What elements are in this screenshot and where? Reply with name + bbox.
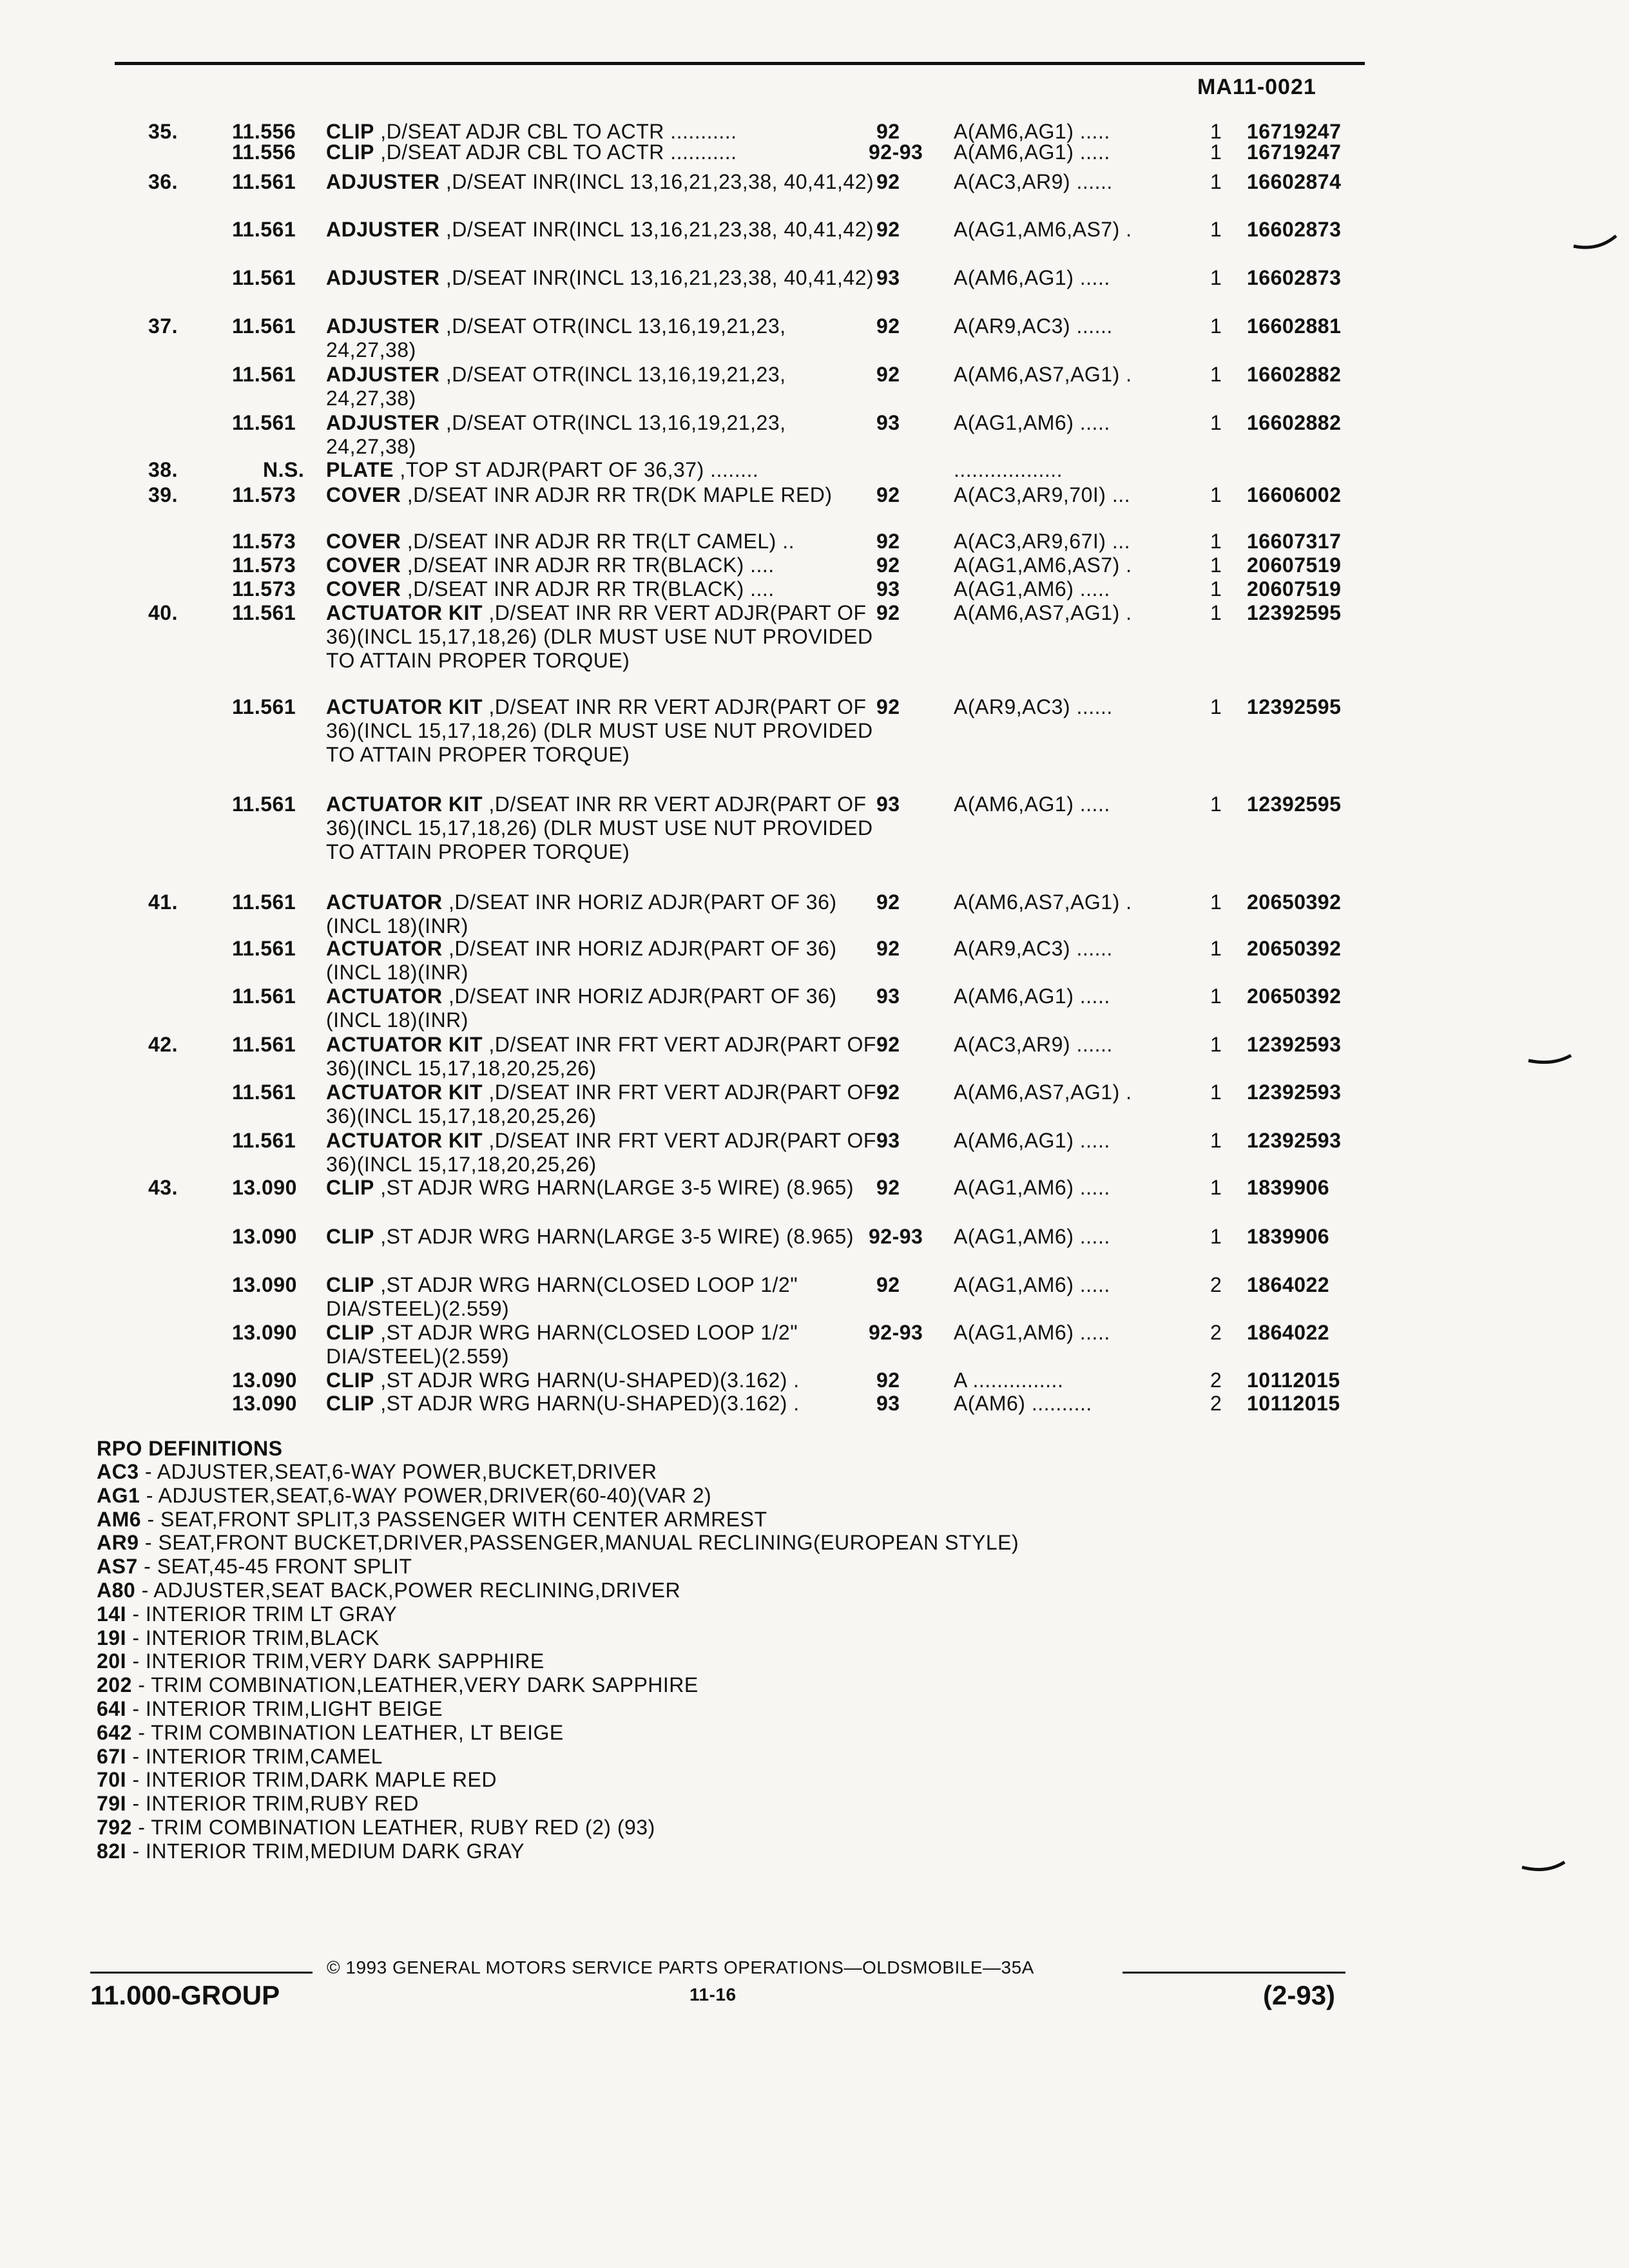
ref-number: 42. — [148, 1033, 178, 1056]
part-description — [326, 695, 880, 767]
rpo-codes: A(AG1,AM6) ..... — [954, 1273, 1110, 1296]
group-number: N.S. — [263, 458, 305, 481]
part-name: COVER — [326, 577, 401, 601]
rpo-codes: A(AM6,AS7,AG1) . — [954, 601, 1132, 624]
rpo-description: - INTERIOR TRIM,VERY DARK SAPPHIRE — [126, 1649, 545, 1673]
quantity: 1 — [1210, 1033, 1222, 1056]
part-description — [326, 890, 880, 938]
rpo-code: 82I — [97, 1839, 126, 1863]
part-name: CLIP — [326, 1176, 374, 1199]
quantity: 1 — [1210, 170, 1222, 193]
group-number: 11.561 — [232, 601, 296, 624]
part-detail: ,ST ADJR WRG HARN(LARGE 3-5 WIRE) (8.965) — [380, 1176, 854, 1199]
part-detail: ,ST ADJR WRG HARN(CLOSED LOOP 1/2" DIA/STEEL)(2.559) — [326, 1273, 798, 1320]
rpo-code: 14I — [97, 1602, 126, 1626]
quantity: 1 — [1210, 120, 1222, 143]
rpo-codes: A(AG1,AM6) ..... — [954, 1176, 1110, 1199]
rpo-definition-item — [97, 1628, 380, 1648]
rpo-definition-item — [97, 1509, 767, 1530]
part-name: CLIP — [326, 1273, 374, 1296]
part-number: 16602881 — [1247, 314, 1342, 338]
part-detail: ,D/SEAT INR(INCL 13,16,21,23,38, 40,41,42) — [445, 218, 874, 241]
group-number: 11.561 — [232, 1081, 296, 1104]
ref-number: 41. — [148, 890, 178, 914]
rpo-codes: A(AC3,AR9,70I) ... — [954, 483, 1130, 506]
part-description — [326, 1225, 880, 1249]
group-number: 11.561 — [232, 890, 296, 914]
rpo-codes: A(AG1,AM6,AS7) . — [954, 218, 1132, 241]
model-year: 92 — [876, 937, 900, 960]
part-detail: ,D/SEAT INR FRT VERT ADJR(PART OF 36)(INCL 15,17,18,20,25,26) — [326, 1129, 876, 1176]
rpo-description: - ADJUSTER,SEAT,6-WAY POWER,BUCKET,DRIVER — [139, 1460, 657, 1483]
part-detail: ,D/SEAT OTR(INCL 13,16,19,21,23, 24,27,38) — [326, 411, 786, 458]
part-description — [326, 1176, 880, 1200]
ref-number: 43. — [148, 1176, 178, 1199]
ref-number: 35. — [148, 120, 178, 143]
rpo-codes: A(AG1,AM6,AS7) . — [954, 553, 1132, 577]
part-number: 16602882 — [1247, 363, 1342, 386]
binder-mark — [1527, 1049, 1572, 1068]
rpo-codes: A(AM6,AS7,AG1) . — [954, 1081, 1132, 1104]
rpo-codes: A(AG1,AM6) ..... — [954, 577, 1110, 601]
part-detail: ,D/SEAT INR FRT VERT ADJR(PART OF 36)(INCL 15,17,18,20,25,26) — [326, 1033, 876, 1080]
part-name: CLIP — [326, 1225, 374, 1248]
quantity: 2 — [1210, 1392, 1222, 1415]
quantity: 1 — [1210, 985, 1222, 1008]
rpo-codes: A(AM6,AG1) ..... — [954, 793, 1110, 816]
rpo-code: AG1 — [97, 1483, 140, 1507]
rpo-codes: .................. — [954, 458, 1063, 481]
part-name: COVER — [326, 530, 401, 553]
group-number: 11.561 — [232, 793, 296, 816]
part-number: 16602874 — [1247, 170, 1342, 193]
model-year: 92-93 — [869, 1225, 923, 1248]
part-number: 1864022 — [1247, 1273, 1330, 1296]
rpo-description: - TRIM COMBINATION LEATHER, RUBY RED (2) (93) — [131, 1816, 655, 1839]
quantity: 1 — [1210, 530, 1222, 553]
rpo-definition-item — [97, 1793, 419, 1814]
part-description — [326, 363, 880, 410]
part-name: ACTUATOR KIT — [326, 1081, 483, 1104]
part-number: 20650392 — [1247, 937, 1342, 960]
model-year: 92 — [876, 120, 900, 143]
part-number: 10112015 — [1247, 1369, 1340, 1392]
part-name: ACTUATOR KIT — [326, 601, 483, 624]
part-detail: ,D/SEAT INR ADJR RR TR(BLACK) .... — [407, 553, 775, 577]
part-description — [326, 1321, 880, 1369]
rpo-codes: A(AM6,AG1) ..... — [954, 120, 1110, 143]
part-detail: ,D/SEAT INR HORIZ ADJR(PART OF 36)(INCL 18)(INR) — [326, 890, 837, 937]
part-description — [326, 985, 880, 1032]
rpo-code: AS7 — [97, 1555, 138, 1579]
part-number: 1839906 — [1247, 1176, 1330, 1199]
part-description — [326, 601, 880, 673]
model-year: 92 — [876, 170, 900, 193]
part-number: 10112015 — [1247, 1392, 1340, 1415]
quantity: 2 — [1210, 1273, 1222, 1296]
rpo-definition-item — [97, 1532, 1019, 1553]
group-number: 11.556 — [232, 120, 296, 143]
part-name: ACTUATOR KIT — [326, 695, 483, 718]
part-detail: ,D/SEAT OTR(INCL 13,16,19,21,23, 24,27,38) — [326, 363, 786, 410]
quantity: 1 — [1210, 937, 1222, 960]
model-year: 92 — [876, 553, 900, 577]
part-description — [326, 530, 880, 553]
part-number: 16607317 — [1247, 530, 1342, 553]
model-year: 92-93 — [869, 140, 923, 164]
part-description — [326, 411, 880, 459]
rpo-definition-item — [97, 1580, 680, 1600]
rpo-definition-item — [97, 1817, 655, 1838]
quantity: 1 — [1210, 1129, 1222, 1152]
rpo-codes: A(AM6,AG1) ..... — [954, 985, 1110, 1008]
part-number: 16719247 — [1247, 120, 1342, 143]
ref-number: 37. — [148, 314, 178, 338]
rpo-description: - INTERIOR TRIM,DARK MAPLE RED — [126, 1768, 497, 1792]
quantity: 1 — [1210, 266, 1222, 289]
part-detail: ,D/SEAT INR RR VERT ADJR(PART OF 36)(INCL 15,17,18,26) (DLR MUST USE NUT PROVIDED TO ATTAIN PROPER TORQUE) — [326, 793, 873, 863]
part-number: 12392595 — [1247, 695, 1342, 718]
part-number: 20607519 — [1247, 553, 1342, 577]
model-year: 92 — [876, 1176, 900, 1199]
part-detail: ,ST ADJR WRG HARN(U-SHAPED)(3.162) . — [380, 1369, 800, 1392]
rpo-code: 20I — [97, 1649, 126, 1673]
part-name: ACTUATOR KIT — [326, 1033, 483, 1056]
part-description — [326, 1129, 880, 1177]
group-number: 13.090 — [232, 1369, 297, 1392]
quantity: 1 — [1210, 1176, 1222, 1199]
rpo-code: AR9 — [97, 1531, 139, 1555]
part-name: ADJUSTER — [326, 314, 440, 338]
group-number: 11.561 — [232, 363, 296, 386]
rpo-description: - INTERIOR TRIM,BLACK — [126, 1626, 380, 1649]
part-name: PLATE — [326, 458, 394, 481]
rpo-codes: A(AM6,AG1) ..... — [954, 266, 1110, 289]
rpo-codes: A(AM6,AG1) ..... — [954, 1129, 1110, 1152]
part-name: CLIP — [326, 140, 374, 164]
binder-mark — [1572, 232, 1617, 251]
part-description — [326, 140, 880, 164]
rpo-code: 79I — [97, 1792, 126, 1816]
rpo-codes: A(AM6,AS7,AG1) . — [954, 363, 1132, 386]
model-year: 93 — [876, 985, 900, 1008]
quantity: 1 — [1210, 553, 1222, 577]
part-description — [326, 218, 880, 242]
model-year: 93 — [876, 266, 900, 289]
model-year: 92 — [876, 1273, 900, 1296]
model-year: 92 — [876, 1033, 900, 1056]
group-number: 11.573 — [232, 577, 296, 601]
model-year: 92 — [876, 695, 900, 718]
rpo-codes: A(AC3,AR9) ...... — [954, 170, 1113, 193]
part-detail: ,ST ADJR WRG HARN(U-SHAPED)(3.162) . — [380, 1392, 800, 1415]
part-description — [326, 1081, 880, 1128]
footer-copyright: © 1993 GENERAL MOTORS SERVICE PARTS OPERATIONS—OLDSMOBILE—35A — [327, 1957, 1034, 1977]
model-year: 92 — [876, 1369, 900, 1392]
rpo-description: - ADJUSTER,SEAT,6-WAY POWER,DRIVER(60-40)(VAR 2) — [140, 1483, 712, 1507]
part-detail: ,ST ADJR WRG HARN(CLOSED LOOP 1/2" DIA/STEEL)(2.559) — [326, 1321, 798, 1368]
part-number: 16602882 — [1247, 411, 1342, 434]
ref-number: 39. — [148, 483, 178, 506]
rpo-codes: A(AR9,AC3) ...... — [954, 695, 1113, 718]
model-year: 92-93 — [869, 1321, 923, 1344]
ref-number: 36. — [148, 170, 178, 193]
part-number: 12392593 — [1247, 1081, 1342, 1104]
part-detail: ,ST ADJR WRG HARN(LARGE 3-5 WIRE) (8.965) — [380, 1225, 854, 1248]
part-name: ADJUSTER — [326, 363, 440, 386]
part-description — [326, 1273, 880, 1321]
part-number: 12392595 — [1247, 793, 1342, 816]
part-number: 12392593 — [1247, 1033, 1342, 1056]
part-detail: ,D/SEAT INR ADJR RR TR(LT CAMEL) .. — [407, 530, 795, 553]
model-year: 92 — [876, 1081, 900, 1104]
part-description — [326, 793, 880, 864]
rpo-description: - INTERIOR TRIM LT GRAY — [126, 1602, 398, 1626]
rpo-code: 19I — [97, 1626, 126, 1649]
rpo-codes: A(AM6,AG1) ..... — [954, 140, 1110, 164]
quantity: 1 — [1210, 363, 1222, 386]
group-number: 13.090 — [232, 1392, 297, 1415]
rpo-definition-item — [97, 1746, 383, 1767]
group-number: 13.090 — [232, 1321, 297, 1344]
part-detail: ,D/SEAT INR FRT VERT ADJR(PART OF 36)(INCL 15,17,18,20,25,26) — [326, 1081, 876, 1128]
rpo-description: - TRIM COMBINATION,LEATHER,VERY DARK SAPPHIRE — [131, 1673, 699, 1697]
rpo-definition-item — [97, 1841, 525, 1861]
part-detail: ,D/SEAT INR ADJR RR TR(BLACK) .... — [407, 577, 775, 601]
footer-page-number: 11-16 — [689, 1984, 737, 2004]
rpo-codes: A(AR9,AC3) ...... — [954, 937, 1113, 960]
ref-number: 40. — [148, 601, 178, 624]
part-description — [326, 937, 880, 985]
part-name: ADJUSTER — [326, 411, 440, 434]
part-name: ACTUATOR — [326, 937, 443, 960]
quantity: 1 — [1210, 483, 1222, 506]
rpo-code: AC3 — [97, 1460, 139, 1483]
part-name: CLIP — [326, 1369, 374, 1392]
rpo-code: 792 — [97, 1816, 132, 1839]
part-name: ACTUATOR — [326, 985, 443, 1008]
part-number: 16606002 — [1247, 483, 1342, 506]
quantity: 1 — [1210, 140, 1222, 164]
part-detail: ,D/SEAT INR HORIZ ADJR(PART OF 36)(INCL 18)(INR) — [326, 985, 837, 1032]
model-year: 93 — [876, 1129, 900, 1152]
quantity: 1 — [1210, 601, 1222, 624]
rpo-description: - ADJUSTER,SEAT BACK,POWER RECLINING,DRIVER — [135, 1579, 681, 1602]
quantity: 2 — [1210, 1321, 1222, 1344]
part-number: 16602873 — [1247, 218, 1342, 241]
model-year: 93 — [876, 1392, 900, 1415]
model-year: 93 — [876, 793, 900, 816]
group-number: 11.561 — [232, 937, 296, 960]
model-year: 92 — [876, 314, 900, 338]
part-description — [326, 314, 880, 362]
rpo-title: RPO DEFINITIONS — [97, 1437, 283, 1460]
model-year: 93 — [876, 411, 900, 434]
rpo-description: - SEAT,45-45 FRONT SPLIT — [137, 1555, 412, 1579]
part-name: COVER — [326, 483, 401, 506]
group-number: 13.090 — [232, 1225, 297, 1248]
model-year: 92 — [876, 530, 900, 553]
group-number: 11.561 — [232, 985, 296, 1008]
quantity: 1 — [1210, 793, 1222, 816]
rpo-description: - INTERIOR TRIM,CAMEL — [126, 1744, 383, 1768]
rpo-description: - SEAT,FRONT BUCKET,DRIVER,PASSENGER,MANUAL RECLINING(EUROPEAN STYLE) — [139, 1531, 1019, 1555]
part-detail: ,D/SEAT ADJR CBL TO ACTR ........... — [380, 120, 737, 143]
rpo-codes: A(AM6,AS7,AG1) . — [954, 890, 1132, 914]
rpo-code: 64I — [97, 1697, 126, 1720]
part-number: 20650392 — [1247, 985, 1342, 1008]
part-name: ACTUATOR KIT — [326, 1129, 483, 1152]
part-description — [326, 458, 880, 482]
rpo-definition-item — [97, 1651, 545, 1671]
rpo-codes: A(AG1,AM6) ..... — [954, 1321, 1110, 1344]
document-id: MA11-0021 — [1197, 75, 1316, 99]
rpo-codes: A ............... — [954, 1369, 1064, 1392]
part-description — [326, 577, 880, 601]
part-number: 16719247 — [1247, 140, 1342, 164]
rpo-code: 202 — [97, 1673, 132, 1697]
part-description — [326, 1033, 880, 1081]
group-number: 11.561 — [232, 411, 296, 434]
rpo-description: - INTERIOR TRIM,MEDIUM DARK GRAY — [126, 1839, 525, 1863]
rpo-code: 70I — [97, 1768, 126, 1792]
quantity: 1 — [1210, 577, 1222, 601]
group-number: 11.561 — [232, 314, 296, 338]
part-name: ADJUSTER — [326, 266, 440, 289]
rpo-definition-item — [97, 1698, 443, 1719]
part-detail: ,D/SEAT INR RR VERT ADJR(PART OF 36)(INCL 15,17,18,26) (DLR MUST USE NUT PROVIDED TO ATTAIN PROPER TORQUE) — [326, 695, 873, 766]
rpo-definition-item — [97, 1461, 657, 1482]
rpo-codes: A(AM6) .......... — [954, 1392, 1092, 1415]
part-name: ADJUSTER — [326, 170, 440, 193]
quantity: 1 — [1210, 890, 1222, 914]
part-number: 12392593 — [1247, 1129, 1342, 1152]
part-detail: ,D/SEAT OTR(INCL 13,16,19,21,23, 24,27,38) — [326, 314, 786, 361]
part-detail: ,D/SEAT INR(INCL 13,16,21,23,38, 40,41,42) — [445, 266, 874, 289]
part-number: 20607519 — [1247, 577, 1342, 601]
group-number: 11.561 — [232, 218, 296, 241]
rpo-definition-item — [97, 1485, 711, 1506]
quantity: 1 — [1210, 1081, 1222, 1104]
rpo-code: 67I — [97, 1744, 126, 1768]
part-name: ADJUSTER — [326, 218, 440, 241]
group-number: 11.561 — [232, 695, 296, 718]
rpo-definition-item — [97, 1556, 412, 1577]
rpo-code: A80 — [97, 1579, 136, 1602]
ref-number: 38. — [148, 458, 178, 481]
part-name: COVER — [326, 553, 401, 577]
quantity: 1 — [1210, 218, 1222, 241]
group-number: 11.561 — [232, 266, 296, 289]
rpo-code: 642 — [97, 1720, 132, 1744]
part-name: CLIP — [326, 1321, 374, 1344]
group-number: 13.090 — [232, 1176, 297, 1199]
part-name: CLIP — [326, 120, 374, 143]
model-year: 92 — [876, 218, 900, 241]
rpo-description: - TRIM COMBINATION LEATHER, LT BEIGE — [131, 1720, 564, 1744]
part-description — [326, 1369, 880, 1392]
rpo-description: - INTERIOR TRIM,LIGHT BEIGE — [126, 1697, 443, 1720]
group-number: 11.561 — [232, 1129, 296, 1152]
part-number: 1839906 — [1247, 1225, 1330, 1248]
group-number: 11.573 — [232, 483, 296, 506]
part-description — [326, 553, 880, 577]
part-description — [326, 170, 880, 194]
model-year: 93 — [876, 577, 900, 601]
part-detail: ,D/SEAT INR HORIZ ADJR(PART OF 36)(INCL 18)(INR) — [326, 937, 837, 984]
footer-group: 11.000-GROUP — [90, 1980, 280, 2010]
rpo-codes: A(AC3,AR9) ...... — [954, 1033, 1113, 1056]
footer-rule-left — [90, 1972, 313, 1974]
rpo-codes: A(AG1,AM6) ..... — [954, 1225, 1110, 1248]
model-year: 92 — [876, 483, 900, 506]
part-detail: ,D/SEAT ADJR CBL TO ACTR ........... — [380, 140, 737, 164]
model-year: 92 — [876, 601, 900, 624]
rpo-codes: A(AR9,AC3) ...... — [954, 314, 1113, 338]
part-detail: ,D/SEAT INR ADJR RR TR(DK MAPLE RED) — [407, 483, 833, 506]
rpo-description: - SEAT,FRONT SPLIT,3 PASSENGER WITH CENTER ARMREST — [141, 1507, 767, 1531]
quantity: 1 — [1210, 1225, 1222, 1248]
quantity: 1 — [1210, 695, 1222, 718]
quantity: 2 — [1210, 1369, 1222, 1392]
rpo-definition-item — [97, 1769, 497, 1790]
group-number: 13.090 — [232, 1273, 297, 1296]
part-name: ACTUATOR KIT — [326, 793, 483, 816]
top-rule — [115, 62, 1365, 65]
rpo-definition-item — [97, 1675, 699, 1695]
part-name: CLIP — [326, 1392, 374, 1415]
quantity: 1 — [1210, 314, 1222, 338]
model-year: 92 — [876, 363, 900, 386]
part-number: 12392595 — [1247, 601, 1342, 624]
rpo-code: AM6 — [97, 1507, 142, 1531]
binder-mark — [1521, 1857, 1566, 1876]
model-year: 92 — [876, 890, 900, 914]
group-number: 11.556 — [232, 140, 296, 164]
part-detail: ,D/SEAT INR RR VERT ADJR(PART OF 36)(INCL 15,17,18,26) (DLR MUST USE NUT PROVIDED TO ATTAIN PROPER TORQUE) — [326, 601, 873, 672]
rpo-description: - INTERIOR TRIM,RUBY RED — [126, 1792, 419, 1816]
part-number: 1864022 — [1247, 1321, 1330, 1344]
rpo-definition-item — [97, 1722, 564, 1743]
group-number: 11.561 — [232, 170, 296, 193]
group-number: 11.573 — [232, 530, 296, 553]
part-name: ACTUATOR — [326, 890, 443, 914]
part-detail: ,TOP ST ADJR(PART OF 36,37) ........ — [400, 458, 759, 481]
part-description — [326, 1392, 880, 1416]
quantity: 1 — [1210, 411, 1222, 434]
footer-date: (2-93) — [1263, 1980, 1336, 2010]
rpo-codes: A(AG1,AM6) ..... — [954, 411, 1110, 434]
rpo-codes: A(AC3,AR9,67I) ... — [954, 530, 1130, 553]
group-number: 11.573 — [232, 553, 296, 577]
part-number: 20650392 — [1247, 890, 1342, 914]
part-description — [326, 266, 880, 290]
part-number: 16602873 — [1247, 266, 1342, 289]
rpo-definition-item — [97, 1604, 397, 1624]
part-description — [326, 483, 880, 507]
part-detail: ,D/SEAT INR(INCL 13,16,21,23,38, 40,41,42) — [445, 170, 874, 193]
group-number: 11.561 — [232, 1033, 296, 1056]
footer-rule-right — [1123, 1972, 1345, 1974]
